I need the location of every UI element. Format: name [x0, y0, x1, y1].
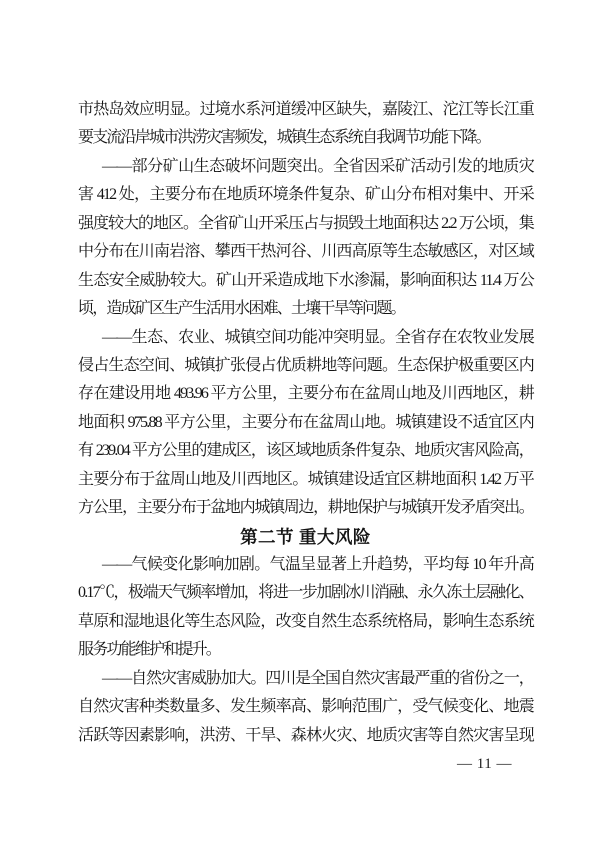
section-heading: 第二节 重大风险	[240, 526, 371, 547]
text-line: 地面积 975.88 平方公里，主要分布在盆周山地。城镇建设不适宜区内	[78, 413, 533, 431]
text-line: 中分布在川南岩溶、攀西干热河谷、川西高原等生态敏感区，对区域	[78, 243, 533, 261]
text-line: 0.17℃，极端天气频率增加，将进一步加剧冰川消融、永久冻土层融化、	[78, 584, 533, 602]
text-line: 强度较大的地区。全省矿山开采压占与损毁土地面积达 2.2 万公顷，集	[78, 214, 533, 232]
text-line: 害 412 处，主要分布在地质环境条件复杂、矿山分布相对集中、开采	[78, 186, 533, 204]
text-line: ——生态、农业、城镇空间功能冲突明显。全省存在农牧业发展	[102, 328, 533, 346]
text-line: 草原和湿地退化等生态风险，改变自然生态系统格局，影响生态系统	[78, 612, 533, 630]
text-line: 顷，造成矿区生产生活用水困难、土壤干旱等问题。	[78, 300, 405, 318]
text-line: 活跃等因素影响，洪涝、干旱、森林火灾、地质灾害等自然灾害呈现	[78, 726, 533, 744]
text-line: 侵占生态空间、城镇扩张侵占优质耕地等问题。生态保护极重要区内	[78, 356, 533, 374]
text-line: 服务功能维护和提升。	[78, 641, 221, 659]
text-line: ——自然灾害威胁加大。四川是全国自然灾害最严重的省份之一，	[102, 669, 533, 687]
text-line: 有 239.04 平方公里的建成区，该区域地质条件复杂、地质灾害风险高，	[78, 442, 533, 460]
text-line: 自然灾害种类数量多、发生频率高、影响范围广，受气候变化、地震	[78, 698, 533, 716]
page-number: — 11 —	[457, 756, 512, 772]
text-line: 生态安全威胁较大。矿山开采造成地下水渗漏，影响面积达 11.4 万公	[78, 271, 533, 289]
text-line: 方公里，主要分布于盆地内城镇周边，耕地保护与城镇开发矛盾突出。	[78, 499, 533, 517]
text-line: 主要分布于盆周山地及川西地区。城镇建设适宜区耕地面积 1.42 万平	[78, 470, 533, 488]
text-line: ——部分矿山生态破坏问题突出。全省因采矿活动引发的地质灾	[102, 157, 533, 175]
text-line: 存在建设用地 493.96 平方公里，主要分布在盆周山地及川西地区，耕	[78, 385, 533, 403]
text-line: 要支流沿岸城市洪涝灾害频发，城镇生态系统自我调节功能下降。	[78, 129, 490, 147]
text-line: 市热岛效应明显。过境水系河道缓冲区缺失，嘉陵江、沱江等长江重	[78, 101, 533, 118]
text-block	[78, 96, 533, 750]
text-line: ——气候变化影响加剧。气温呈显著上升趋势，平均每 10 年升高	[102, 556, 533, 573]
